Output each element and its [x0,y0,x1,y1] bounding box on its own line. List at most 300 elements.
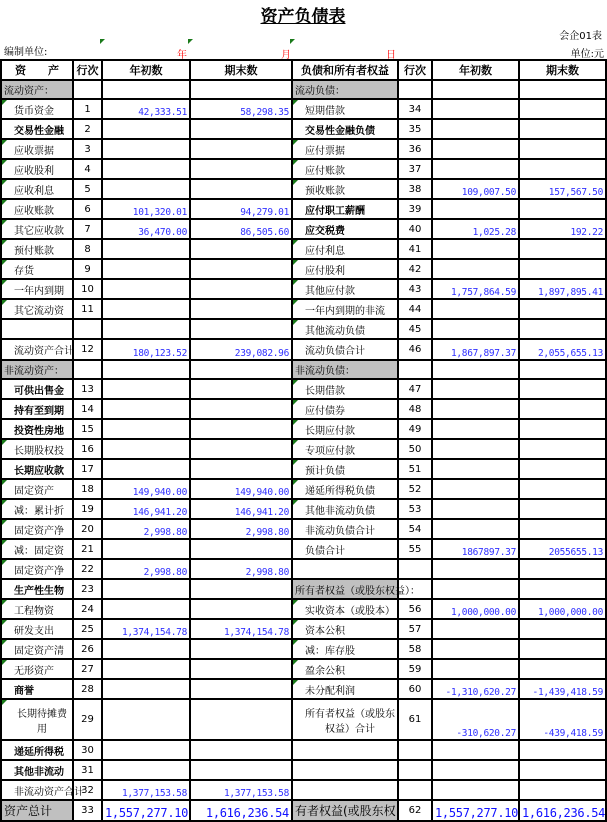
liability-end-value[interactable] [519,360,606,379]
asset-end-value[interactable] [190,379,292,399]
asset-end-value[interactable] [190,279,292,299]
liability-end-value[interactable] [519,399,606,419]
date-month[interactable]: 月 [281,50,291,61]
liability-end-value[interactable] [519,99,606,119]
liability-label[interactable] [292,559,398,579]
asset-label[interactable]: 应收股利 [1,159,73,179]
asset-line-no[interactable]: 11 [73,299,102,319]
asset-begin-value[interactable]: 149,940.00 [102,479,190,499]
liability-label[interactable]: 应付利息 [292,239,398,259]
asset-label[interactable]: 货币资金 [1,99,73,119]
liability-label[interactable]: 未分配利润 [292,679,398,699]
asset-label[interactable]: 长期应收款 [1,459,73,479]
liability-label[interactable] [292,760,398,780]
asset-line-no[interactable]: 16 [73,439,102,459]
asset-line-no[interactable]: 17 [73,459,102,479]
liability-line-no[interactable] [398,80,432,99]
liability-end-value[interactable]: 1,000,000.00 [519,599,606,619]
liability-end-value[interactable] [519,519,606,539]
liability-line-no[interactable] [398,740,432,760]
liability-line-no[interactable]: 60 [398,679,432,699]
liability-label[interactable]: 非流动负债合计 [292,519,398,539]
liability-end-value[interactable]: 157,567.50 [519,179,606,199]
liability-line-no[interactable]: 46 [398,339,432,360]
liability-end-value[interactable] [519,659,606,679]
liability-line-no[interactable] [398,579,432,599]
liability-begin-value[interactable] [432,780,519,800]
asset-line-no[interactable]: 33 [73,800,102,821]
asset-begin-value[interactable]: 146,941.20 [102,499,190,519]
liability-label[interactable]: 应付票据 [292,139,398,159]
asset-begin-value[interactable]: 42,333.51 [102,99,190,119]
liability-end-value[interactable] [519,459,606,479]
liability-label[interactable]: 应付股利 [292,259,398,279]
asset-begin-value[interactable] [102,459,190,479]
liability-end-value[interactable] [519,419,606,439]
asset-label[interactable]: 应收利息 [1,179,73,199]
liability-end-value[interactable] [519,439,606,459]
liability-begin-value[interactable] [432,139,519,159]
liability-begin-value[interactable] [432,159,519,179]
asset-line-no[interactable]: 1 [73,99,102,119]
liability-begin-value[interactable] [432,439,519,459]
asset-end-value[interactable] [190,319,292,339]
asset-line-no[interactable]: 22 [73,559,102,579]
asset-begin-value[interactable] [102,599,190,619]
asset-end-value[interactable]: 149,940.00 [190,479,292,499]
asset-begin-value[interactable] [102,579,190,599]
liability-label[interactable]: 其他应付款 [292,279,398,299]
asset-end-value[interactable]: 94,279.01 [190,199,292,219]
liability-end-value[interactable]: -1,439,418.59 [519,679,606,699]
liability-label[interactable]: 流动负债合计 [292,339,398,360]
table-row [1,439,606,459]
asset-line-no[interactable]: 7 [73,219,102,239]
comment-marker-icon [2,200,7,205]
liability-end-value[interactable] [519,579,606,599]
asset-begin-value[interactable] [102,179,190,199]
asset-begin-value[interactable] [102,639,190,659]
liability-line-no[interactable]: 44 [398,299,432,319]
liability-line-no[interactable]: 43 [398,279,432,299]
asset-label[interactable]: 应收账款 [1,199,73,219]
asset-end-value[interactable]: 86,505.60 [190,219,292,239]
asset-label[interactable]: 减：固定资 [1,539,73,559]
liability-end-value[interactable] [519,639,606,659]
liability-label[interactable]: 短期借款 [292,99,398,119]
liability-begin-value[interactable] [432,479,519,499]
liability-begin-value[interactable] [432,319,519,339]
asset-line-no[interactable]: 32 [73,780,102,800]
liability-end-value[interactable] [519,119,606,139]
asset-line-no[interactable]: 23 [73,579,102,599]
asset-end-value[interactable] [190,740,292,760]
asset-end-value[interactable] [190,599,292,619]
asset-line-no[interactable]: 2 [73,119,102,139]
liability-begin-value[interactable]: 1,867,897.37 [432,339,519,360]
asset-end-value[interactable] [190,419,292,439]
liability-end-value[interactable] [519,319,606,339]
asset-begin-value[interactable] [102,760,190,780]
liability-label[interactable] [292,780,398,800]
asset-line-no[interactable]: 12 [73,339,102,360]
liability-label[interactable]: 盈余公积 [292,659,398,679]
asset-label[interactable]: 固定资产 [1,479,73,499]
liability-line-no[interactable]: 56 [398,599,432,619]
asset-end-value[interactable] [190,399,292,419]
liability-line-no[interactable]: 51 [398,459,432,479]
liability-end-value[interactable] [519,479,606,499]
asset-end-value[interactable]: 146,941.20 [190,499,292,519]
liability-begin-value[interactable]: 1,557,277.10 [432,800,519,821]
liability-end-value[interactable]: -439,418.59 [519,699,606,740]
liability-end-value[interactable] [519,199,606,219]
asset-end-value[interactable] [190,259,292,279]
liability-end-value[interactable] [519,159,606,179]
liability-line-no[interactable]: 40 [398,219,432,239]
asset-line-no[interactable]: 4 [73,159,102,179]
asset-end-value[interactable] [190,639,292,659]
asset-label[interactable]: 其他非流动 [1,760,73,780]
asset-begin-value[interactable] [102,360,190,379]
liability-line-no[interactable]: 41 [398,239,432,259]
asset-end-value[interactable] [190,119,292,139]
asset-end-value[interactable]: 239,082.96 [190,339,292,360]
asset-begin-value[interactable] [102,159,190,179]
asset-line-no[interactable]: 24 [73,599,102,619]
asset-line-no[interactable] [73,80,102,99]
asset-label[interactable]: 资产总计 [1,800,73,821]
liability-line-no[interactable] [398,760,432,780]
liability-begin-value[interactable] [432,419,519,439]
liability-label[interactable]: 流动负债： [292,80,398,99]
asset-label[interactable]: 长期待摊费用 [1,699,73,740]
table-row [1,319,606,339]
asset-line-no[interactable]: 31 [73,760,102,780]
liability-line-no[interactable]: 61 [398,699,432,740]
liability-begin-value[interactable] [432,659,519,679]
asset-label[interactable]: 长期股权投 [1,439,73,459]
liability-end-value[interactable]: 1,897,895.41 [519,279,606,299]
asset-begin-value[interactable] [102,299,190,319]
liability-label[interactable]: 资本公积 [292,619,398,639]
asset-begin-value[interactable]: 2,998.80 [102,559,190,579]
asset-line-no[interactable]: 9 [73,259,102,279]
liability-begin-value[interactable]: 1,757,864.59 [432,279,519,299]
asset-end-value[interactable]: 58,298.35 [190,99,292,119]
liability-line-no[interactable]: 45 [398,319,432,339]
liability-label[interactable]: 应付职工薪酬 [292,199,398,219]
asset-line-no[interactable]: 18 [73,479,102,499]
liability-begin-value[interactable] [432,259,519,279]
asset-begin-value[interactable]: 2,998.80 [102,519,190,539]
liability-end-value[interactable] [519,559,606,579]
liability-line-no[interactable]: 48 [398,399,432,419]
asset-label[interactable]: 固定资产清 [1,639,73,659]
asset-label[interactable]: 应收票据 [1,139,73,159]
asset-begin-value[interactable]: 1,374,154.78 [102,619,190,639]
liability-begin-value[interactable] [432,459,519,479]
liability-label[interactable]: 实收资本（或股本） [292,599,398,619]
liability-label[interactable]: 非流动负债： [292,360,398,379]
liability-line-no[interactable]: 53 [398,499,432,519]
asset-begin-value[interactable]: 101,320.01 [102,199,190,219]
asset-begin-value[interactable] [102,319,190,339]
asset-line-no[interactable]: 26 [73,639,102,659]
liability-label[interactable]: 所有者权益（或股东权益）： [292,579,398,599]
liability-label[interactable]: 一年内到期的非流 [292,299,398,319]
liability-line-no[interactable]: 39 [398,199,432,219]
asset-begin-value[interactable]: 1,557,277.10 [102,800,190,821]
asset-line-no[interactable]: 21 [73,539,102,559]
liability-label[interactable]: 预收账款 [292,179,398,199]
asset-begin-value[interactable] [102,699,190,740]
table-row [1,239,606,259]
liability-label[interactable] [292,740,398,760]
asset-begin-value[interactable]: 36,470.00 [102,219,190,239]
asset-begin-value[interactable] [102,259,190,279]
liability-line-no[interactable]: 34 [398,99,432,119]
asset-begin-value[interactable] [102,139,190,159]
asset-label[interactable]: 固定资产净 [1,519,73,539]
liability-begin-value[interactable] [432,559,519,579]
liability-line-no[interactable]: 36 [398,139,432,159]
asset-end-value[interactable] [190,299,292,319]
liability-label[interactable]: 其他流动负债 [292,319,398,339]
asset-label[interactable]: 固定资产净 [1,559,73,579]
liability-line-no[interactable] [398,360,432,379]
liability-label[interactable]: 有者权益(或股东权 [292,800,398,821]
asset-begin-value[interactable]: 180,123.52 [102,339,190,360]
asset-end-value[interactable] [190,439,292,459]
liability-begin-value[interactable] [432,740,519,760]
comment-marker-icon [2,520,7,525]
asset-end-value[interactable] [190,579,292,599]
asset-end-value[interactable]: 1,374,154.78 [190,619,292,639]
liability-line-no[interactable]: 42 [398,259,432,279]
liability-label[interactable]: 专项应付款 [292,439,398,459]
liability-begin-value[interactable]: 1,000,000.00 [432,599,519,619]
liability-label[interactable]: 其他非流动负债 [292,499,398,519]
asset-label[interactable]: 非流动资产合计 [1,780,73,800]
liability-begin-value[interactable] [432,299,519,319]
asset-line-no[interactable]: 6 [73,199,102,219]
asset-end-value[interactable] [190,699,292,740]
asset-label[interactable]: 递延所得税 [1,740,73,760]
asset-begin-value[interactable]: 1,377,153.58 [102,780,190,800]
asset-line-no[interactable]: 29 [73,699,102,740]
asset-begin-value[interactable] [102,80,190,99]
asset-label[interactable]: 预付账款 [1,239,73,259]
liability-end-value[interactable] [519,780,606,800]
liability-label[interactable]: 长期借款 [292,379,398,399]
asset-label[interactable]: 研发支出 [1,619,73,639]
asset-label[interactable]: 可供出售金 [1,379,73,399]
asset-end-value[interactable]: 1,377,153.58 [190,780,292,800]
asset-line-no[interactable]: 27 [73,659,102,679]
asset-end-value[interactable] [190,139,292,159]
asset-label[interactable]: 无形资产 [1,659,73,679]
asset-end-value[interactable] [190,760,292,780]
asset-line-no[interactable]: 20 [73,519,102,539]
asset-label[interactable]: 持有至到期 [1,399,73,419]
liability-begin-value[interactable] [432,499,519,519]
liability-begin-value[interactable] [432,360,519,379]
asset-end-value[interactable] [190,360,292,379]
asset-line-no[interactable]: 25 [73,619,102,639]
asset-line-no[interactable] [73,319,102,339]
liability-begin-value[interactable]: -310,620.27 [432,699,519,740]
asset-begin-value[interactable] [102,279,190,299]
liability-begin-value[interactable]: 109,007.50 [432,179,519,199]
liability-begin-value[interactable] [432,119,519,139]
asset-label[interactable]: 其它应收款 [1,219,73,239]
liability-line-no[interactable]: 62 [398,800,432,821]
asset-end-value[interactable]: 1,616,236.54 [190,800,292,821]
asset-end-value[interactable]: 2,998.80 [190,519,292,539]
asset-label[interactable]: 存货 [1,259,73,279]
asset-begin-value[interactable] [102,740,190,760]
liability-end-value[interactable] [519,760,606,780]
asset-begin-value[interactable] [102,439,190,459]
liability-label[interactable]: 预计负债 [292,459,398,479]
asset-line-no[interactable]: 13 [73,379,102,399]
liability-end-value[interactable]: 2055655.13 [519,539,606,559]
liability-begin-value[interactable] [432,579,519,599]
asset-line-no[interactable]: 19 [73,499,102,519]
liability-begin-value[interactable] [432,760,519,780]
liability-line-no[interactable]: 47 [398,379,432,399]
liability-line-no[interactable]: 52 [398,479,432,499]
liability-end-value[interactable] [519,740,606,760]
liability-begin-value[interactable] [432,619,519,639]
asset-label[interactable]: 交易性金融 [1,119,73,139]
comment-marker-icon [293,240,298,245]
liability-end-value[interactable] [519,139,606,159]
liability-label[interactable]: 应付账款 [292,159,398,179]
liability-label[interactable]: 负债合计 [292,539,398,559]
asset-line-no[interactable] [73,360,102,379]
asset-begin-value[interactable] [102,399,190,419]
asset-line-no[interactable]: 14 [73,399,102,419]
asset-begin-value[interactable] [102,659,190,679]
asset-end-value[interactable] [190,239,292,259]
liability-end-value[interactable]: 192.22 [519,219,606,239]
asset-begin-value[interactable] [102,539,190,559]
liability-begin-value[interactable]: 1867897.37 [432,539,519,559]
asset-line-no[interactable]: 28 [73,679,102,699]
liability-end-value[interactable]: 1,616,236.54 [519,800,606,821]
asset-label[interactable]: 流动资产： [1,80,73,99]
liability-line-no[interactable]: 38 [398,179,432,199]
liability-line-no[interactable] [398,559,432,579]
comment-marker-icon [2,660,7,665]
asset-label[interactable]: 一年内到期 [1,279,73,299]
liability-line-no[interactable]: 35 [398,119,432,139]
asset-begin-value[interactable] [102,679,190,699]
asset-label[interactable]: 非流动资产： [1,360,73,379]
asset-label[interactable]: 工程物资 [1,599,73,619]
liability-line-no[interactable] [398,780,432,800]
table-row [1,740,606,760]
liability-begin-value[interactable] [432,199,519,219]
liability-label[interactable]: 应付债券 [292,399,398,419]
asset-end-value[interactable] [190,679,292,699]
liability-end-value[interactable] [519,259,606,279]
liability-line-no[interactable]: 50 [398,439,432,459]
liability-label[interactable]: 交易性金融负债 [292,119,398,139]
liability-end-value[interactable] [519,299,606,319]
liability-label[interactable]: 递延所得税负债 [292,479,398,499]
liability-end-value[interactable] [519,499,606,519]
asset-label[interactable]: 投资性房地 [1,419,73,439]
asset-line-no[interactable]: 3 [73,139,102,159]
liability-end-value[interactable] [519,239,606,259]
liability-begin-value[interactable] [432,639,519,659]
asset-end-value[interactable]: 2,998.80 [190,559,292,579]
asset-line-no[interactable]: 30 [73,740,102,760]
asset-label[interactable]: 商誉 [1,679,73,699]
liability-end-value[interactable] [519,80,606,99]
liability-line-no[interactable]: 57 [398,619,432,639]
liability-label[interactable]: 应交税费 [292,219,398,239]
liability-line-no[interactable]: 58 [398,639,432,659]
liability-label[interactable]: 所有者权益（或股东权益）合计 [292,699,398,740]
liability-begin-value[interactable] [432,379,519,399]
asset-end-value[interactable] [190,159,292,179]
asset-line-no[interactable]: 15 [73,419,102,439]
liability-begin-value[interactable]: 1,025.28 [432,219,519,239]
liability-begin-value[interactable] [432,80,519,99]
liability-begin-value[interactable] [432,399,519,419]
asset-line-no[interactable]: 10 [73,279,102,299]
asset-end-value[interactable] [190,539,292,559]
asset-begin-value[interactable] [102,379,190,399]
asset-end-value[interactable] [190,659,292,679]
liability-line-no[interactable]: 59 [398,659,432,679]
liability-line-no[interactable]: 49 [398,419,432,439]
liability-begin-value[interactable] [432,239,519,259]
asset-label[interactable]: 流动资产合计 [1,339,73,360]
asset-end-value[interactable] [190,459,292,479]
asset-label[interactable]: 其它流动资 [1,299,73,319]
table-row [1,119,606,139]
liability-end-value[interactable] [519,619,606,639]
asset-label[interactable]: 减：累计折 [1,499,73,519]
asset-end-value[interactable] [190,80,292,99]
date-day[interactable]: 日 [386,50,396,61]
asset-line-no[interactable]: 5 [73,179,102,199]
liability-line-no[interactable]: 37 [398,159,432,179]
asset-begin-value[interactable] [102,239,190,259]
liability-line-no[interactable]: 55 [398,539,432,559]
liability-label[interactable]: 长期应付款 [292,419,398,439]
date-year[interactable]: 年 [177,50,187,61]
asset-label[interactable] [1,319,73,339]
liability-begin-value[interactable] [432,519,519,539]
asset-line-no[interactable]: 8 [73,239,102,259]
asset-end-value[interactable] [190,179,292,199]
liability-begin-value[interactable] [432,99,519,119]
liability-begin-value[interactable]: -1,310,620.27 [432,679,519,699]
asset-label[interactable]: 生产性生物 [1,579,73,599]
asset-begin-value[interactable] [102,419,190,439]
asset-begin-value[interactable] [102,119,190,139]
liability-end-value[interactable]: 2,055,655.13 [519,339,606,360]
liability-label[interactable]: 减：库存股 [292,639,398,659]
liability-line-no[interactable]: 54 [398,519,432,539]
liability-end-value[interactable] [519,379,606,399]
